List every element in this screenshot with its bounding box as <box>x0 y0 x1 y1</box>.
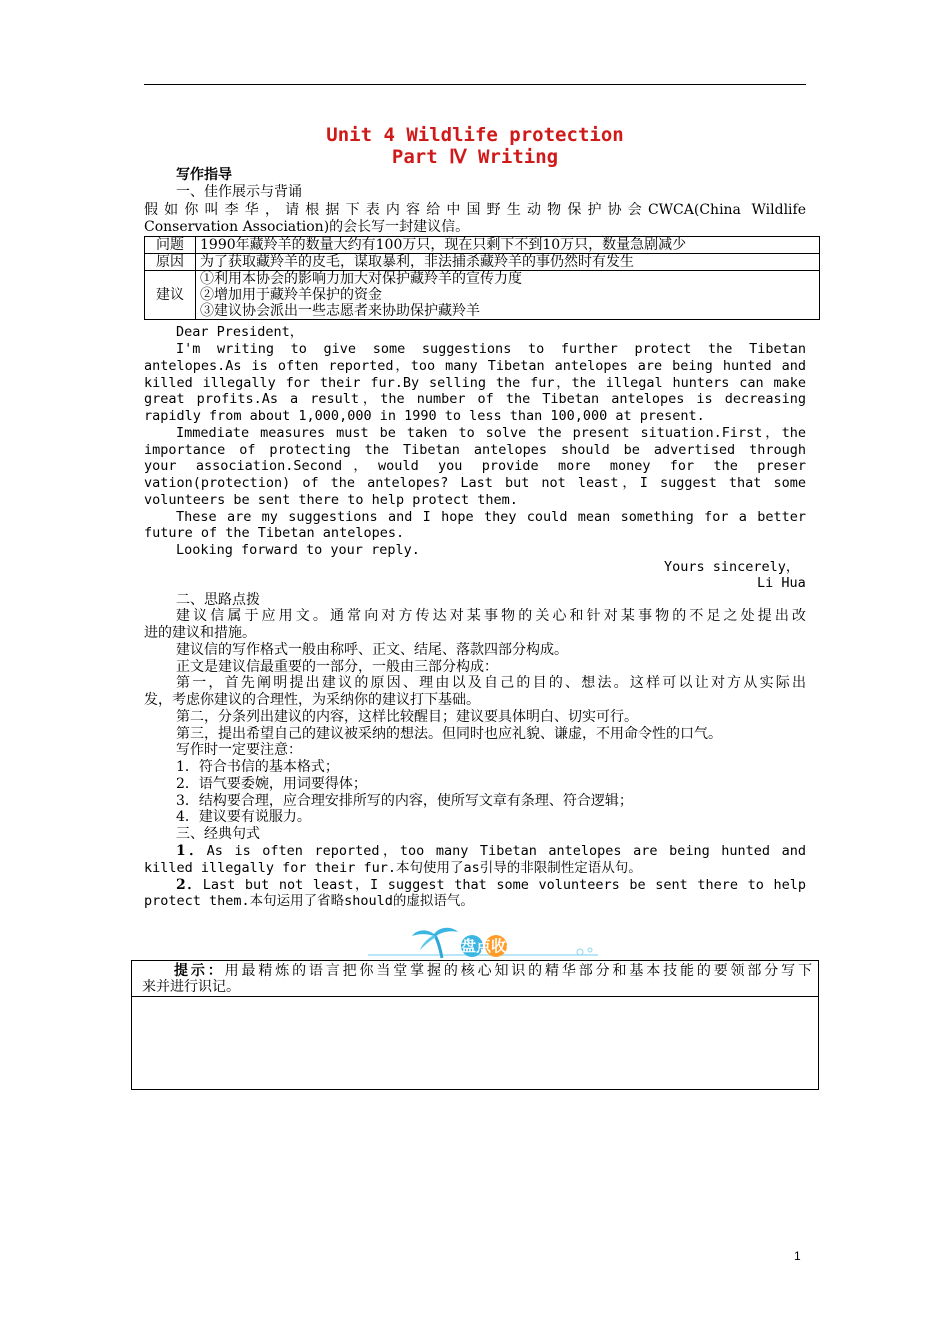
letter-line: I'm writing to give some suggestions to further protect the Tibetan <box>176 341 806 357</box>
letter-line: your association.Second，would you provide more money for the preser <box>144 458 806 474</box>
letter-closing: Yours sincerely， <box>664 559 800 575</box>
letter-signature: Li Hua <box>757 575 806 591</box>
summary-box <box>131 960 819 1090</box>
list-item: 4．建议要有说服力。 <box>176 809 311 825</box>
header-rule <box>144 84 806 85</box>
sentence-text: Last but not least，I suggest that some volunteers be sent there to help <box>202 877 806 893</box>
part2-heading: 二、思路点拨 <box>176 592 260 608</box>
guide-line: 写作时一定要注意： <box>176 742 302 758</box>
banner-title: 盘点收获 <box>461 937 522 955</box>
row-label: 建议 <box>145 271 196 320</box>
guide-line: 第二，分条列出建议的内容，这样比较醒目；建议要具体明白、切实可行。 <box>176 709 638 725</box>
palm-tree-icon <box>412 928 458 958</box>
section-heading: 写作指导 <box>176 167 232 183</box>
letter-salutation: Dear President， <box>176 324 304 340</box>
suggestion-item: ③建议协会派出一些志愿者来协助保护藏羚羊 <box>200 303 480 319</box>
tip-text: 用最精炼的语言把你当堂掌握的核心知识的精华部分和基本技能的要领部分写下 <box>224 963 813 979</box>
unit-title: Unit 4 Wildlife protection <box>326 124 624 146</box>
summary-banner <box>368 924 598 962</box>
row-text: 为了获取藏羚羊的皮毛，谋取暴利，非法捕杀藏羚羊的事仍然时有发生 <box>196 254 820 271</box>
suggestion-item: ②增加用于藏羚羊保护的资金 <box>200 287 382 303</box>
tip-line <box>142 963 812 979</box>
sentence-line <box>176 877 806 894</box>
letter-line: future of the Tibetan antelopes. <box>144 525 405 541</box>
sentence-line: killed illegally for their fur.本句使用了as引导的非限制性定语从句。 <box>144 860 642 876</box>
part3-heading: 三、经典句式 <box>176 826 260 842</box>
list-item: 1．符合书信的基本格式； <box>176 759 339 775</box>
suggestion-item: ①利用本协会的影响力加大对保护藏羚羊的宣传力度 <box>200 271 522 287</box>
part1-heading: 一、佳作展示与背诵 <box>176 184 302 200</box>
letter-line: rapidly from about 1,000,000 in 1990 to less than 100,000 at present. <box>144 408 705 424</box>
guide-line: 发，考虑你建议的合理性，为采纳你的建议打下基础。 <box>144 692 480 708</box>
sentence-line: protect them.本句运用了省略should的虚拟语气。 <box>144 893 474 909</box>
letter-line: antelopes.As is often reported，too many Tibetan antelopes are being hunted and <box>144 358 806 374</box>
prompt-line: 假如你叫李华，请根据下表内容给中国野生动物保护协会CWCA(China Wildlife <box>144 202 806 218</box>
requirements-table <box>144 236 820 320</box>
guide-line: 正文是建议信最重要的一部分，一般由三部分构成： <box>176 659 498 675</box>
letter-line: Immediate measures must be taken to solve the present situation.First，the <box>176 425 806 441</box>
letter-line: killed illegally for their fur.By selling the fur，the illegal hunters can make <box>144 375 806 391</box>
sentence-line <box>176 843 806 860</box>
notes-area[interactable] <box>132 997 818 1089</box>
guide-line: 第三，提出希望自己的建议被采纳的想法。但同时也应礼貌、谦虚，不用命令性的口气。 <box>176 726 722 742</box>
sentence-number: 1． <box>176 843 207 859</box>
tip-line: 来并进行识记。 <box>142 979 240 995</box>
suggestion-list <box>196 271 820 320</box>
bubble-icon <box>577 949 583 955</box>
letter-line: These are my suggestions and I hope they could mean something for a better <box>176 509 806 525</box>
tip-label: 提示： <box>174 963 225 979</box>
list-item: 3．结构要合理，应合理安排所写的内容，使所写文章有条理、符合逻辑； <box>176 793 633 809</box>
sentence-text: As is often reported，too many Tibetan antelopes are being hunted and <box>206 843 806 859</box>
letter-line: volunteers be sent there to help protect them. <box>144 492 518 508</box>
letter-line: great profits.As a result，the number of the Tibetan antelopes is decreasing <box>144 391 806 407</box>
row-text: 1990年藏羚羊的数量大约有100万只，现在只剩下不到10万只，数量急剧减少 <box>196 237 820 254</box>
summary-tip <box>132 961 818 997</box>
guide-line: 建议信的写作格式一般由称呼、正文、结尾、落款四部分构成。 <box>176 642 568 658</box>
bubble-icon <box>588 948 592 952</box>
guide-line: 进的建议和措施。 <box>144 625 256 641</box>
page-number: 1 <box>794 1249 801 1263</box>
row-label: 问题 <box>145 237 196 254</box>
sentence-number: 2． <box>176 877 203 893</box>
table-row <box>145 271 820 320</box>
table-row <box>145 254 820 271</box>
row-label: 原因 <box>145 254 196 271</box>
list-item: 2．语气要委婉，用词要得体； <box>176 776 367 792</box>
letter-line: Looking forward to your reply. <box>176 542 420 558</box>
guide-line: 第一，首先阐明提出建议的原因、理由以及自己的目的、想法。这样可以让对方从实际出 <box>176 675 806 691</box>
guide-line: 建议信属于应用文。通常向对方传达对某事物的关心和针对某事物的不足之处提出改 <box>176 608 806 624</box>
prompt-line: Conservation Association)的会长写一封建议信。 <box>144 219 470 235</box>
table-row <box>145 237 820 254</box>
letter-line: importance of protecting the Tibetan antelopes should be advertised through <box>144 442 806 458</box>
letter-line: vation(protection) of the antelopes? Last but not least，I suggest that some <box>144 475 806 491</box>
part-title: Part Ⅳ Writing <box>391 146 559 168</box>
